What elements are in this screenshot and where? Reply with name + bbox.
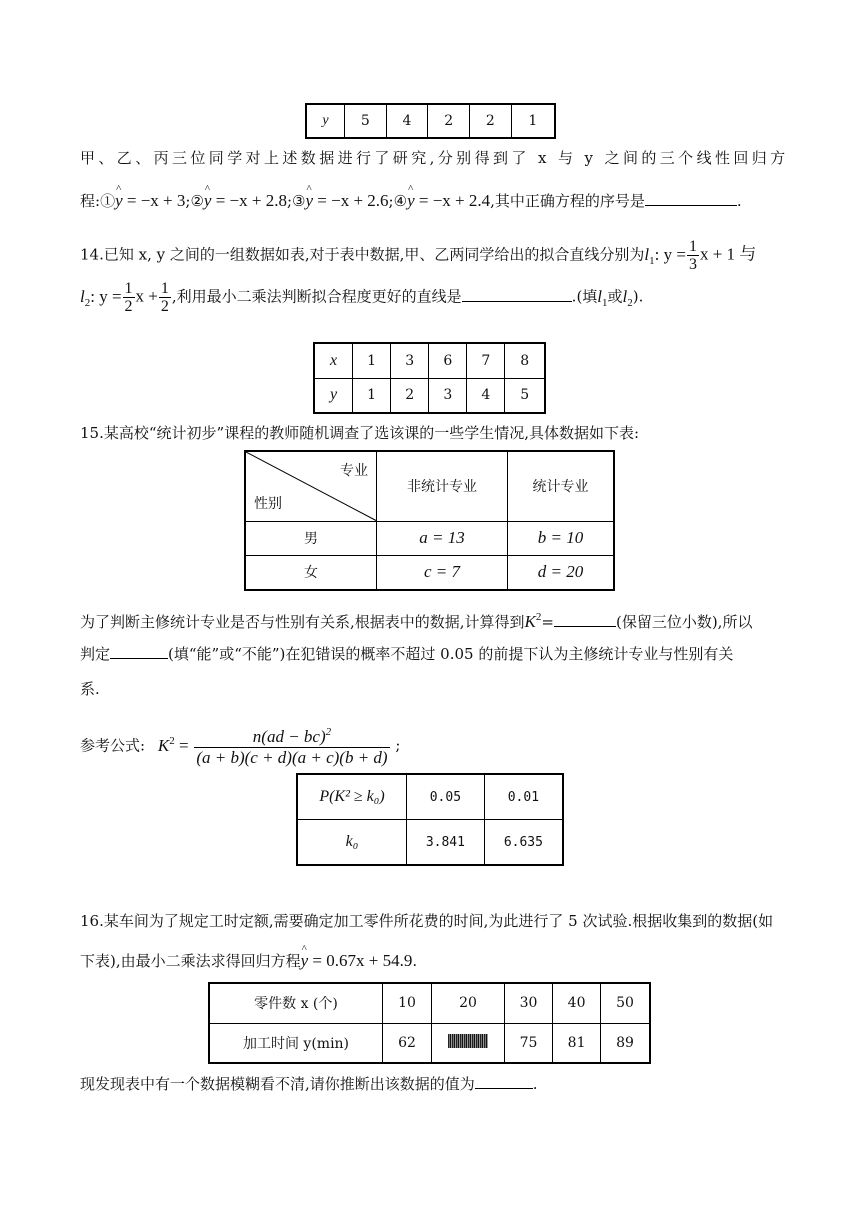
p15-line1: 15.某高校“统计初步”课程的教师随机调查了选该课的一些学生情况,具体数据如下表:	[80, 424, 640, 442]
top-y-table	[305, 103, 556, 139]
row-header: 男	[245, 521, 377, 555]
y-value: 2	[428, 104, 470, 138]
y-value: 1	[511, 104, 555, 138]
row-label: 零件数 x (个)	[209, 983, 383, 1023]
row-label: 加工时间 y(min)	[209, 1023, 383, 1063]
p15-line3: 判定 (填“能”或“不能”)在犯错误的概率不超过 0.05 的前提下认为主修统计专业与性别有关	[80, 645, 734, 663]
p16-line2: 下表),由最小二乘法求得回归方程^ y = 0.67x + 54.9.	[80, 950, 417, 972]
cell-a: a = 13	[377, 521, 508, 555]
y-header: y	[314, 378, 353, 413]
blurred-data-image	[448, 1034, 488, 1048]
p-value: 0.01	[484, 774, 563, 820]
x-value: 40	[553, 983, 601, 1023]
y-value: 5	[505, 378, 545, 413]
y-value: 81	[553, 1023, 601, 1063]
y-value: 2	[470, 104, 512, 138]
y-value: 62	[383, 1023, 432, 1063]
p13-line1: 甲、乙、丙三位同学对上述数据进行了研究,分别得到了 x 与 y 之间的三个线性回归方	[80, 149, 789, 167]
x-value: 8	[505, 343, 545, 378]
diagonal-header-cell	[245, 451, 377, 521]
col-header: 统计专业	[508, 451, 615, 521]
x-value: 20	[432, 983, 505, 1023]
k-header: k₀	[297, 820, 407, 866]
p-value: 0.05	[407, 774, 485, 820]
x-value: 7	[467, 343, 505, 378]
y-header: y	[306, 104, 345, 138]
p-header: P(K² ≥ k₀)	[297, 774, 407, 820]
blurred-value	[432, 1023, 505, 1063]
y-value: 4	[467, 378, 505, 413]
p14-data-table	[313, 342, 546, 414]
k-value: 6.635	[484, 820, 563, 866]
x-value: 30	[505, 983, 553, 1023]
y-value: 2	[391, 378, 429, 413]
y-value: 1	[353, 378, 391, 413]
k2-answer-blank[interactable]	[554, 626, 616, 627]
x-value: 50	[601, 983, 650, 1023]
p14-answer-blank[interactable]	[462, 301, 572, 302]
p15-contingency-table	[244, 450, 615, 591]
y-value: 5	[345, 104, 387, 138]
col-header: 非统计专业	[377, 451, 508, 521]
diag-bottom-label: 性别	[254, 495, 282, 512]
y-value: 89	[601, 1023, 650, 1063]
y-value: 75	[505, 1023, 553, 1063]
x-header: x	[314, 343, 353, 378]
x-value: 10	[383, 983, 432, 1023]
judge-answer-blank[interactable]	[110, 658, 168, 659]
cell-c: c = 7	[377, 555, 508, 590]
p15-line4: 系.	[80, 680, 100, 698]
p16-data-table	[208, 982, 651, 1064]
y-value: 3	[429, 378, 467, 413]
x-value: 6	[429, 343, 467, 378]
p13-answer-blank[interactable]	[645, 205, 737, 206]
p14-line2: $l_2$: y = $\frac{1}{2}$ x + $\frac{1}{2}$ ,利用最小二乘法判断拟合程度更好的直线是 .(填$l_1$或$l_2$).	[80, 280, 644, 315]
p16-line1: 16.某车间为了规定工时定额,需要确定加工零件所花费的时间,为此进行了 5 次试验.根据收集到的数据(如	[80, 912, 774, 930]
p15-line2: 为了判断主修统计专业是否与性别有关系,根据表中的数据,计算得到$K^2=$ (保留三位小数),所以	[80, 611, 753, 631]
diag-top-label: 专业	[340, 463, 368, 479]
reference-formula: 参考公式: $K^2$ = $\frac{n(ad - bc)^2}{(a + b)(c + d)(a + c)(b + d)}$ ;	[80, 722, 400, 768]
p16-answer-blank[interactable]	[475, 1088, 533, 1089]
p13-line2: 程:①^ y = −x + 3;②^ y = −x + 2.8;③^ y = −x + 2.6;④^ y = −x + 2.4,其中正确方程的序号是 .	[80, 190, 742, 212]
cell-b: b = 10	[508, 521, 615, 555]
cell-d: d = 20	[508, 555, 615, 590]
row-header: 女	[245, 555, 377, 590]
x-value: 1	[353, 343, 391, 378]
y-value: 4	[386, 104, 428, 138]
k-value: 3.841	[407, 820, 485, 866]
p15-critical-values-table	[296, 773, 564, 866]
p16-line3: 现发现表中有一个数据模糊看不清,请你推断出该数据的值为 .	[80, 1075, 538, 1093]
x-value: 3	[391, 343, 429, 378]
p14-line1: 14.已知 x, y 之间的一组数据如表,对于表中数据,甲、乙两同学给出的拟合直线分别为$l_1$: y = $\frac{1}{3}$ x + 1 与	[80, 238, 757, 273]
